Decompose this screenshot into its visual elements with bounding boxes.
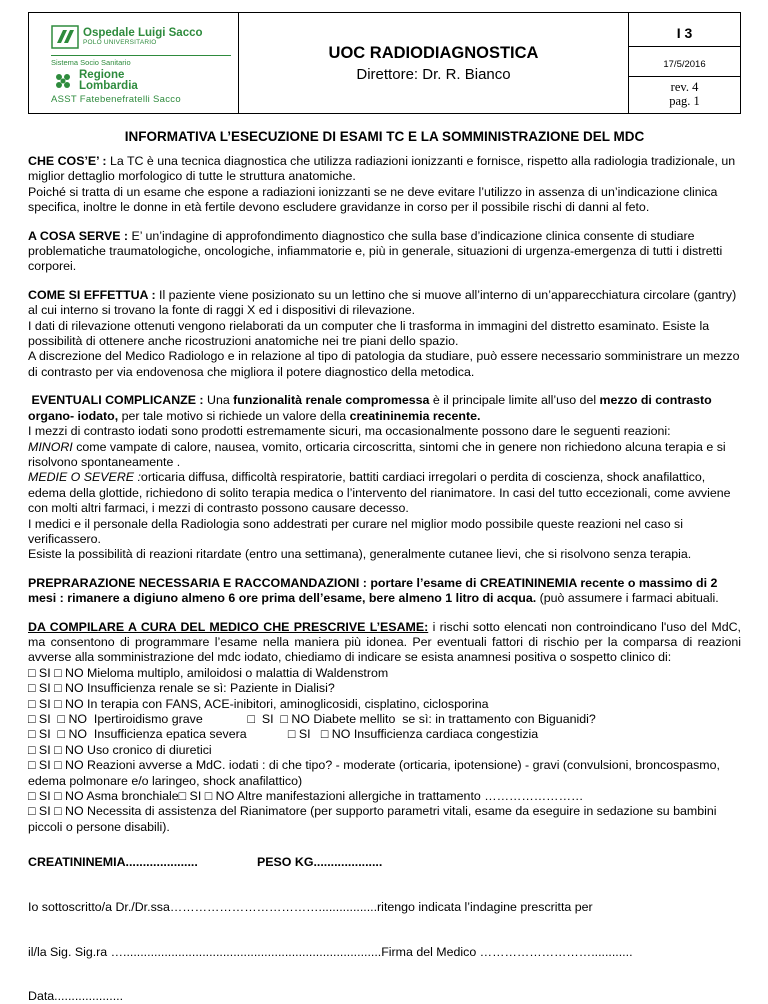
section-label: A COSA SERVE :: [28, 228, 129, 243]
section-text: Esiste la possibilità di reazioni ritardate (entro una settimana), generalmente cutanee lievi, che si risolvono senza terapia.: [28, 547, 692, 562]
header-table: [28, 12, 741, 114]
hospital-name: Ospedale Luigi Sacco: [83, 27, 203, 39]
system-label: Sistema Socio Sanitario: [51, 58, 131, 67]
risk-item[interactable]: □ SI □ NO Insufficienza epatica severa □ SI □ NO Insufficienza cardiaca congestizia: [28, 727, 539, 742]
document-info-cell: [629, 13, 740, 113]
section-label: CHE COS’E’ :: [28, 154, 107, 168]
section-effettua: [28, 288, 741, 380]
section-preparazione: [28, 576, 741, 607]
document-title: INFORMATIVA L’ESECUZIONE DI ESAMI TC E LA SOMMINISTRAZIONE DEL MDC: [124, 129, 645, 144]
section-text: I mezzi di contrasto iodati sono prodotti estremamente sicuri, ma occasionalmente possono dare le seguenti reazioni:: [28, 424, 671, 439]
risk-item[interactable]: □ SI □ NO Uso cronico di diuretici: [28, 742, 212, 757]
region-logo: [53, 70, 138, 92]
region-line-2: Lombardia: [79, 80, 138, 92]
section-serve: [28, 229, 741, 275]
document-body: [28, 154, 741, 1004]
section-label: EVENTUALI COMPLICANZE :: [31, 393, 204, 408]
doctor-line[interactable]: Io sottoscritto/a Dr./Dr.ssa……………………………….................ritengo indicata l’indagine prescritta per: [28, 900, 593, 915]
creatinine-weight-row: [28, 855, 741, 871]
info-divider: [629, 46, 740, 47]
section-text: I dati di rilevazione ottenuti vengono rielaborati da un computer che li trasforma in immagini del distretto esaminato. Esiste la possibilità di ottenere anche ricostruzioni anatomiche nei tre piani dello spazio.: [28, 318, 710, 349]
section-text: La TC è una tecnica diagnostica che utilizza radiazioni ionizzanti e fornisce, rispetto alla radiologia tradizionale, un miglior dettaglio morfologico di tutte le struttura anatomiche.: [28, 154, 736, 184]
section-cose: [28, 154, 741, 216]
date-field[interactable]: Data....................: [28, 989, 124, 1004]
logo-cell: [29, 13, 239, 113]
doc-revision: rev. 4: [670, 80, 699, 94]
hospital-logo-icon: [51, 25, 79, 49]
section-text: A discrezione del Medico Radiologo e in relazione al tipo di patologia da studiare, può essere necessario somministrare un mezzo di contrasto per via endovenosa che migliora il potere diagnostico della metodica.: [28, 349, 740, 379]
doc-code: I 3: [676, 25, 693, 41]
patient-line[interactable]: il/la Sig. Sig.ra …...........................................................................Firma del Medico ………………………............: [28, 944, 633, 959]
creatinine-field[interactable]: CREATININEMIA.....................: [28, 855, 198, 870]
risk-item[interactable]: □ SI □ NO Ipertiroidismo grave □ SI □ NO Diabete mellito se sì: in trattamento con Biguanidi?: [28, 712, 596, 726]
section-text: Una: [203, 393, 234, 408]
section-complicanze: [28, 393, 741, 562]
hospital-sub: POLO UNIVERSITARIO: [83, 39, 157, 46]
region-cross-icon: [53, 71, 73, 91]
section-text: Il paziente viene posizionato su un lettino che si muove all’interno di un’apparecchiatura circolare (gantry) al cui interno si trovano la fonte di raggi X ed i dispositivi di rilevazione.: [28, 287, 737, 318]
section-text: I medici e il personale della Radiologia sono addestrati per curare nel miglior modo possibile queste reazioni nel caso si verificassero.: [28, 516, 683, 546]
italic-label: MEDIE O SEVERE :: [28, 470, 141, 485]
risk-item[interactable]: □ SI □ NO Insufficienza renale se sì: Paziente in Dialisi?: [28, 681, 335, 696]
section-label: COME SI EFFETTUA :: [28, 287, 156, 302]
italic-label: MINORI: [28, 439, 73, 454]
risk-item[interactable]: □ SI □ NO Mieloma multiplo, amiloidosi o malattia di Waldenstrom: [28, 665, 389, 680]
doc-date: 17/5/2016: [663, 59, 706, 70]
info-divider-2: [629, 76, 740, 77]
risk-item[interactable]: □ SI □ NO In terapia con FANS, ACE-inibitori, aminoglicosidi, cisplatino, ciclosporina: [28, 696, 489, 711]
bold-text: funzionalità renale compromessa: [233, 393, 430, 408]
section-text: per tale motivo si richiede un valore della: [118, 408, 350, 423]
section-text: i rischi sotto elencati non controindicano l'uso del MdC, ma consentono di programmare l’esame nella maniera più idonea. Per eventuali fattori di rischio per la comparsa di reazioni avverse alla somministrazione del mdc iodato, chiediamo di indicare se esista anamnesi positiva o sospetto clinico di:: [28, 619, 741, 665]
risk-item[interactable]: □ SI □ NO Necessita di assistenza del Rianimatore (per supporto parametri vitali, esame da eseguire in sedazione su bambini piccoli o persone disabili).: [28, 804, 717, 834]
bold-text: PREPRARAZIONE NECESSARIA E RACCOMANDAZIONI : portare l’esame di CREATININEMIA recente o massimo di 2 mesi : rimanere a digiuno almeno 6 ore prima dell’esame, bere almeno 1 litro di acqua.: [28, 575, 718, 606]
hospital-logo: [51, 25, 203, 49]
section-text: orticaria diffusa, difficoltà respiratorie, battiti cardiaci irregolari o perdita di coscienza, shock anafilattico, edema della glottide, richiedono di solito terapia medica o l’intervento del rianimatore. In casi del tutto eccezionali, come avviene con molti altri farmaci, i mezzi di contrasto possono causare decesso.: [28, 470, 731, 516]
logo-divider: [51, 55, 231, 56]
section-text: come vampate di calore, nausea, vomito, orticaria circoscritta, sintomi che in genere non richiedono alcuna terapia e si risolvono spontaneamente .: [28, 439, 726, 469]
risk-item[interactable]: □ SI □ NO Asma bronchiale□ SI □ NO Altre manifestazioni allergiche in trattamento ……………………: [28, 789, 584, 804]
section-text: è il principale limite all’uso del: [429, 393, 600, 408]
doc-page: pag. 1: [669, 94, 700, 108]
department-cell: [239, 13, 629, 113]
bold-text: creatininemia recente.: [349, 408, 481, 423]
risk-item[interactable]: □ SI □ NO Reazioni avverse a MdC. iodati : di che tipo? - moderate (orticaria, ipotensione) - gravi (convulsioni, broncospasmo, edema polmonare e/o laringeo, shock anafilattico): [28, 758, 720, 788]
department-title: UOC RADIODIAGNOSTICA: [328, 44, 539, 62]
section-medico: [28, 620, 741, 836]
section-text: (può assumere i farmaci abituali.: [536, 591, 719, 606]
region-line-1: Regione: [79, 69, 125, 81]
asst-name: ASST Fatebenefratelli Sacco: [51, 94, 181, 105]
director-name: Direttore: Dr. R. Bianco: [356, 66, 511, 83]
section-text: E’ un’indagine di approfondimento diagnostico che sulla base d’indicazione clinica consente di studiare problematiche traumatologiche, oncologiche, infiammatorie e, più in generale, situazioni di urgenza-emergenza di tutti i distretti corporei.: [28, 228, 723, 274]
weight-field[interactable]: PESO KG....................: [257, 855, 383, 870]
section-text: Poiché si tratta di un esame che espone a radiazioni ionizzanti se ne deve evitare l’utilizzo in assenza di un’indicazione clinica specifica, inoltre le donne in età fertile devono escludere gravidanze in corso per il possibile rischi di danni al feto.: [28, 184, 718, 215]
section-label: DA COMPILARE A CURA DEL MEDICO CHE PRESCRIVE L’ESAME:: [28, 619, 429, 634]
bold-text: mezzo di contrasto organo- iodato,: [28, 393, 712, 423]
document-page: [28, 12, 741, 1004]
